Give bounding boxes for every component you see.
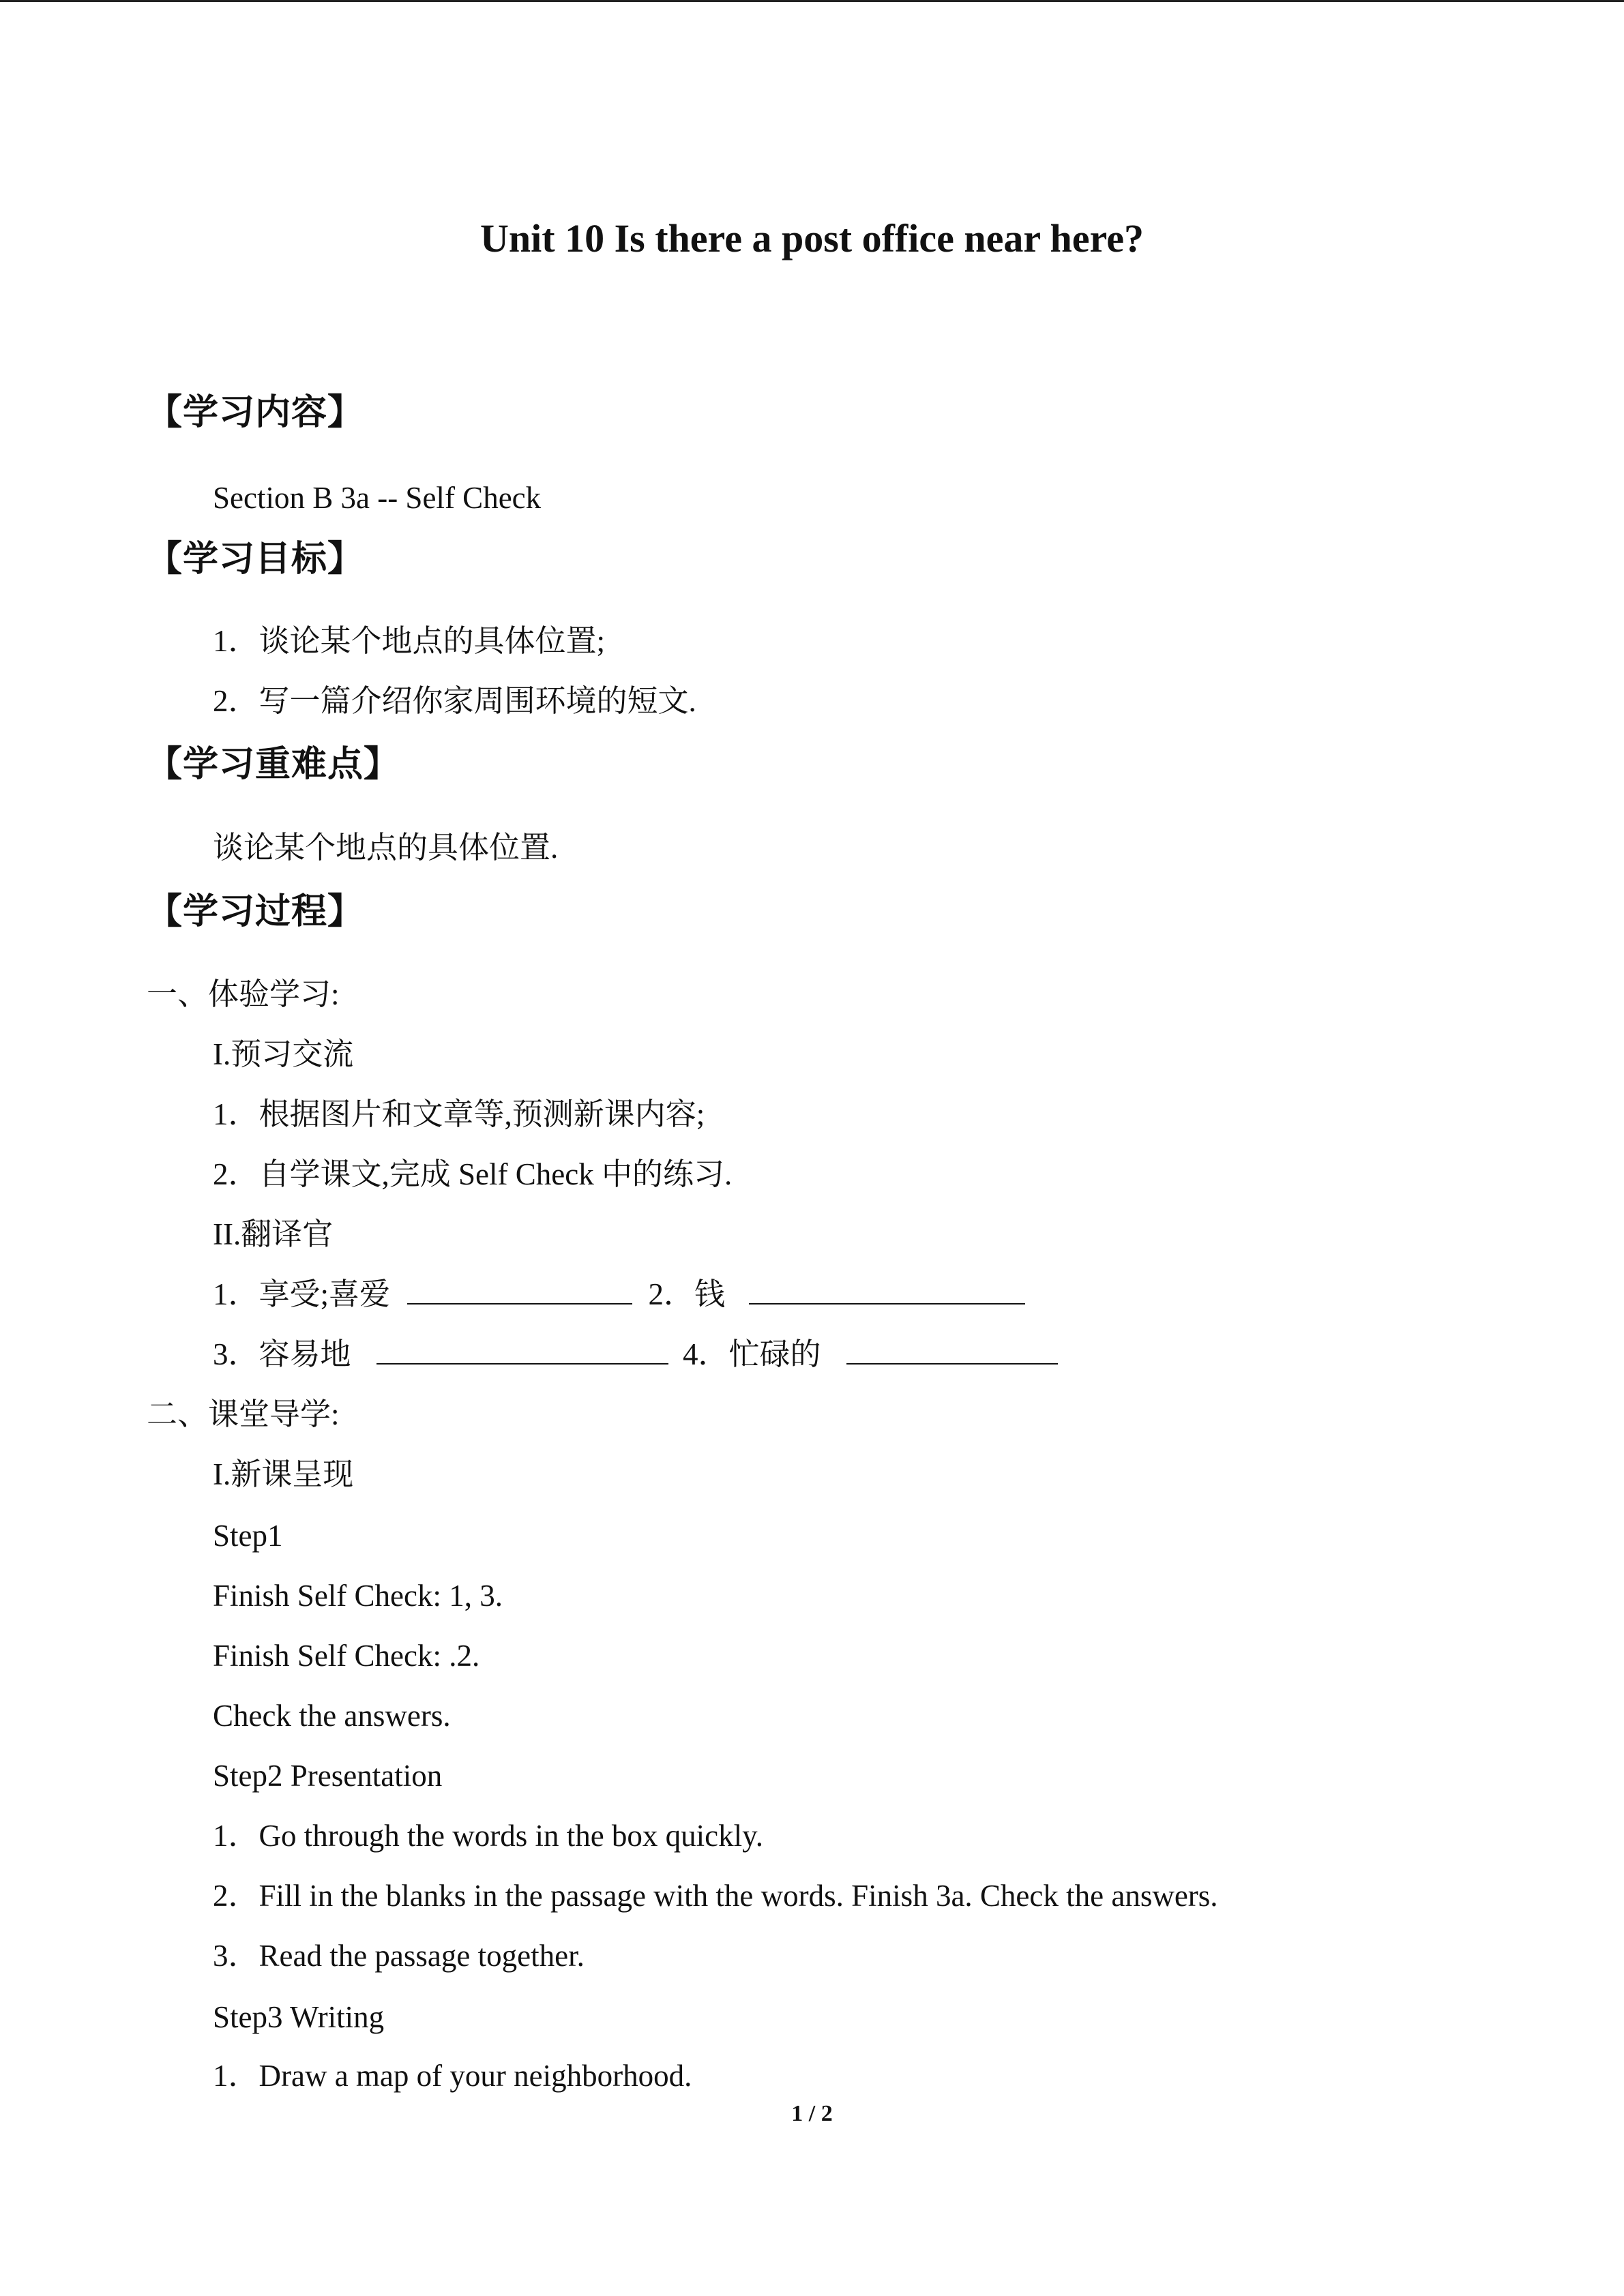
part2-label: 二、课堂导学:	[147, 1397, 340, 1431]
step3-heading: Step3 Writing	[213, 2000, 385, 2034]
step2-item-1: 1．Go through the words in the box quickly.	[213, 1819, 763, 1853]
page-number: 1 / 2	[791, 2101, 833, 2126]
goal-item-1: 1．谈论某个地点的具体位置;	[213, 624, 606, 658]
answer-blank-1[interactable]	[407, 1274, 632, 1304]
translate-label-4: 4．忙碌的	[683, 1337, 821, 1371]
part1-sub2: II.翻译官	[213, 1217, 334, 1251]
heading-learning-goals: 【学习目标】	[147, 539, 364, 580]
heading-learning-process: 【学习过程】	[147, 891, 364, 932]
learning-content-text: Section B 3a -- Self Check	[213, 481, 542, 515]
page-top-border	[0, 0, 1624, 2]
answer-blank-2[interactable]	[749, 1274, 1025, 1304]
step1-heading: Step1	[213, 1519, 283, 1553]
heading-learning-content: 【学习内容】	[147, 392, 364, 433]
answer-blank-4[interactable]	[846, 1335, 1058, 1365]
translate-label-3: 3．容易地	[213, 1337, 351, 1371]
page-title: Unit 10 Is there a post office near here?	[480, 216, 1144, 260]
translate-label-1: 1．享受;喜爱	[213, 1277, 391, 1311]
translate-row-1	[213, 1274, 1025, 1315]
step1-item-2: Finish Self Check: .2.	[213, 1639, 480, 1673]
goal-item-2: 2．写一篇介绍你家周围环境的短文.	[213, 684, 696, 718]
part2-sub1: I.新课呈现	[213, 1457, 354, 1491]
part1-sub1: I.预习交流	[213, 1037, 354, 1071]
step2-heading: Step2 Presentation	[213, 1759, 443, 1793]
step3-item-1: 1．Draw a map of your neighborhood.	[213, 2059, 692, 2093]
step1-item-3: Check the answers.	[213, 1699, 451, 1733]
key-points-text: 谈论某个地点的具体位置.	[213, 831, 559, 865]
part1-item-1: 1．根据图片和文章等,预测新课内容;	[213, 1097, 705, 1131]
answer-blank-3[interactable]	[377, 1335, 668, 1365]
heading-key-points: 【学习重难点】	[147, 744, 400, 785]
translate-row-2	[213, 1334, 1058, 1375]
step1-item-1: Finish Self Check: 1, 3.	[213, 1579, 503, 1613]
step2-item-2: 2．Fill in the blanks in the passage with the words. Finish 3a. Check the answers.	[213, 1879, 1218, 1913]
part1-label: 一、体验学习:	[147, 977, 340, 1011]
translate-label-2: 2．钱	[648, 1277, 726, 1311]
part1-item-2: 2．自学课文,完成 Self Check 中的练习.	[213, 1157, 733, 1191]
step2-item-3: 3．Read the passage together.	[213, 1939, 585, 1973]
